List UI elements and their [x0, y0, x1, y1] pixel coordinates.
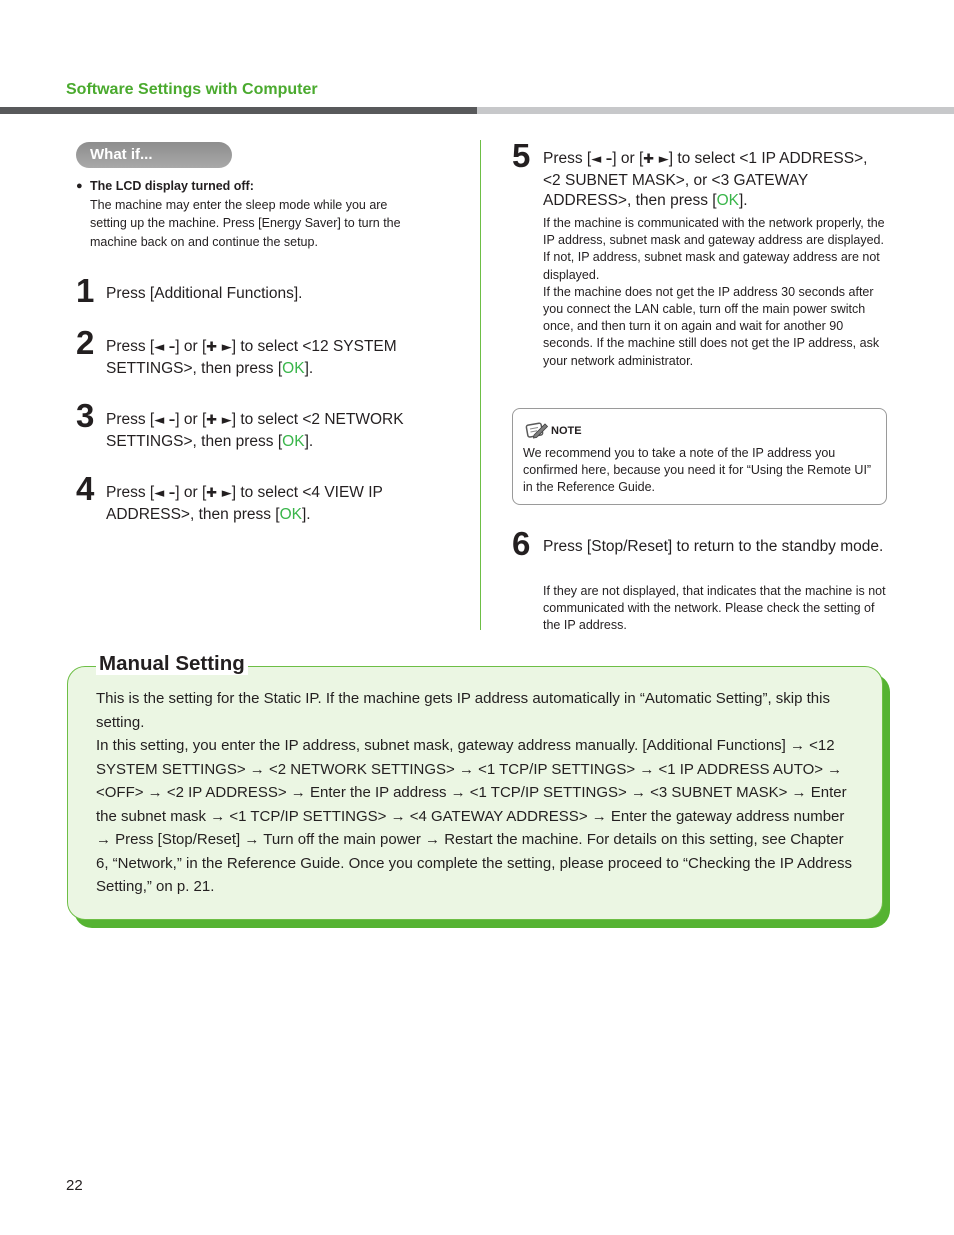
manual-setting-title: Manual Setting — [96, 653, 248, 675]
page-number: 22 — [66, 1177, 83, 1194]
step-2-text — [106, 337, 436, 379]
step-6-detail: If they are not displayed, that indicates that the machine is not communicated with the network. Please check the setting of the IP address. — [543, 584, 886, 633]
step-6-number: 6 — [512, 525, 531, 562]
step-4-instruction: ] to select <4 VIEW IP ADDRESS>, then press [ — [106, 484, 383, 523]
step-5-press: Press [ — [543, 150, 592, 167]
step-2-or: ] or [ — [175, 338, 207, 355]
step-2-number: 2 — [76, 324, 95, 361]
bullet-title: The LCD display turned off: — [90, 179, 254, 193]
header-rule-dark — [0, 107, 477, 114]
step-5-number: 5 — [512, 137, 531, 174]
left-minus-key-icon: ◄ – — [154, 486, 176, 501]
step-4-text — [106, 483, 436, 525]
manual-setting-paragraph: This is the setting for the Static IP. If the machine gets IP address automatically in “Automatic Setting”, skip this setting. — [96, 690, 830, 731]
step-4-or: ] or [ — [175, 484, 207, 501]
ok-key-label: OK — [282, 432, 305, 450]
step-6-text: Press [Stop/Reset] to return to the standby mode. — [543, 538, 884, 555]
step-4-press: Press [ — [106, 484, 155, 501]
plus-right-key-icon: ✚ ► — [643, 152, 669, 167]
what-if-badge — [76, 142, 232, 168]
step-6-details — [543, 583, 890, 635]
step-5-or: ] or [ — [612, 150, 644, 167]
step-5-detail: If not, IP address, subnet mask and gateway address are not displayed. — [543, 250, 880, 282]
note-icon — [525, 420, 549, 440]
step-3-or: ] or [ — [175, 411, 207, 428]
plus-right-key-icon: ✚ ► — [206, 486, 232, 501]
manual-setting-paragraph: In this setting, you enter the IP address, subnet mask, gateway address manually. [Additional Functions] → <12 SYSTEM SETTINGS> → <2 NETWORK SETTINGS> → <1 TCP/IP SETTINGS> → <1 IP ADDRESS AUTO> → <OFF> → <2 IP ADDRESS> → Enter the IP address → <1 TCP/IP SETTINGS> → <3 SUBNET MASK> → Enter the subnet mask → <1 TCP/IP SETTINGS> → <4 GATEWAY ADDRESS> → Enter the gateway address number → Press [Stop/Reset] → Turn off the main power → Restart the machine. For details on this setting, see Chapter 6, “Network,” in the Reference Guide. Once you complete the setting, please proceed to “Checking the IP Address Setting,” on p. 21. — [96, 737, 852, 895]
plus-right-key-icon: ✚ ► — [206, 340, 232, 355]
note-text: We recommend you to take a note of the IP address you confirmed here, because you need it for “Using the Remote UI” in the Reference Guide. — [523, 446, 872, 494]
left-minus-key-icon: ◄ – — [154, 340, 176, 355]
left-minus-key-icon: ◄ – — [591, 152, 613, 167]
step-5-close: ]. — [739, 192, 748, 209]
step-3-close: ]. — [304, 432, 314, 450]
step-3-instruction: ] to select <2 NETWORK SETTINGS>, then press [ — [106, 411, 404, 450]
step-5-text — [543, 149, 888, 212]
step-2-press: Press [ — [106, 338, 155, 355]
step-1-number: 1 — [76, 272, 95, 309]
ok-key-label: OK — [716, 192, 739, 209]
step-2-close: ]. — [304, 359, 314, 377]
bullet-dot-icon: ● — [76, 180, 83, 192]
plus-right-key-icon: ✚ ► — [206, 413, 232, 428]
note-box — [512, 408, 887, 505]
bullet-text: The machine may enter the sleep mode while you are setting up the machine. Press [Energy Saver] to turn the machine back on and continue the setup. — [90, 197, 401, 249]
note-label: NOTE — [551, 425, 582, 437]
header-rule-light — [477, 107, 954, 114]
ok-key-label: OK — [279, 505, 302, 523]
step-2-instruction: ] to select <12 SYSTEM SETTINGS>, then press [ — [106, 338, 397, 377]
step-3-number: 3 — [76, 397, 95, 434]
what-if-label: What if... — [90, 146, 153, 163]
step-4-close: ]. — [302, 505, 311, 523]
column-divider — [480, 140, 481, 630]
ok-key-label: OK — [282, 359, 305, 377]
step-5-instruction: ] to select <1 IP ADDRESS>, <2 SUBNET MASK>, or <3 GATEWAY ADDRESS>, then press [ — [543, 150, 868, 209]
step-1-text: Press [Additional Functions]. — [106, 285, 303, 302]
what-if-bullet — [76, 177, 421, 251]
section-title: Software Settings with Computer — [66, 81, 318, 98]
left-minus-key-icon: ◄ – — [154, 413, 176, 428]
manual-setting-body — [96, 687, 858, 899]
step-5-details — [543, 215, 890, 370]
step-5-detail: If the machine is communicated with the network properly, the IP address, subnet mask and gateway address are displayed. — [543, 216, 885, 248]
step-5-detail: If the machine does not get the IP address 30 seconds after you connect the LAN cable, turn off the main power switch once, and then turn it on again and wait for another 90 seconds. If the machine still does not get the IP address, ask your network administrator. — [543, 284, 880, 368]
step-3-press: Press [ — [106, 411, 155, 428]
step-4-number: 4 — [76, 470, 95, 507]
step-3-text — [106, 410, 436, 452]
